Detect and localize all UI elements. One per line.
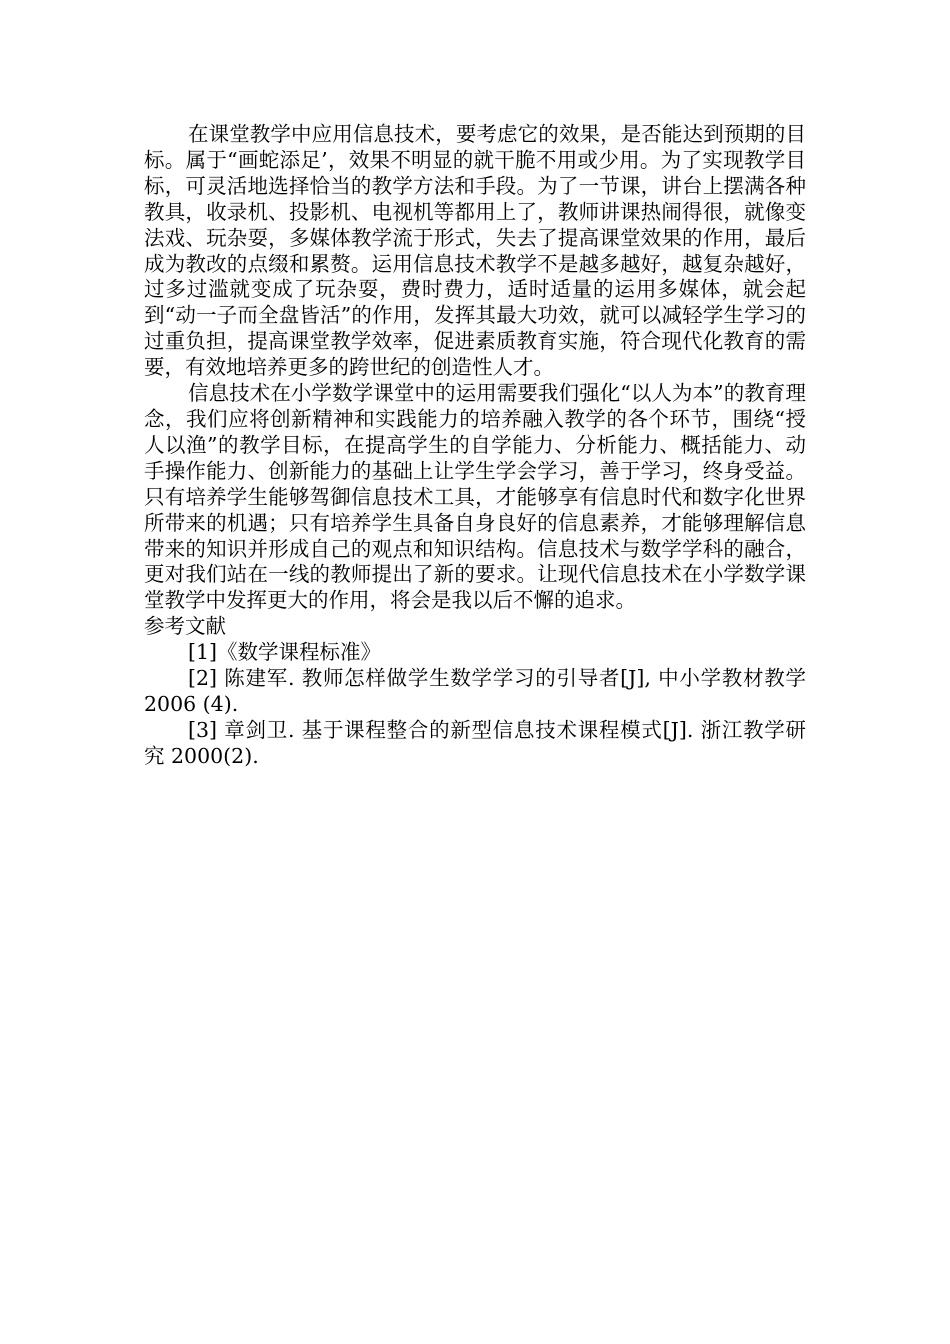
- document-page: [144, 122, 806, 770]
- body-paragraph-2: 信息技术在小学数学课堂中的运用需要我们强化“以人为本”的教育理念，我们应将创新精神和实践能力的培养融入教学的各个环节，围绕“授人以渔”的教学目标，在提高学生的自学能力、分析能力、概括能力、动手操作能力、创新能力的基础上让学生学会学习，善于学习，终身受益。只有培养学生能够驾御信息技术工具，才能够享有信息时代和数字化世界所带来的机遇；只有培养学生具备自身良好的信息素养，才能够理解信息带来的知识并形成自己的观点和知识结构。信息技术与数学学科的融合，更对我们站在一线的教师提出了新的要求。让现代信息技术在小学数学课堂教学中发挥更大的作用，将会是我以后不懈的追求。: [144, 381, 806, 613]
- reference-item-1: [1]《数学课程标准》: [188, 640, 382, 665]
- body-paragraph-1: 在课堂教学中应用信息技术，要考虑它的效果，是否能达到预期的目标。属于“画蛇添足’，效果不明显的就干脆不用或少用。为了实现教学目标，可灵活地选择恰当的教学方法和手段。为了一节课，讲台上摆满各种教具，收录机、投影机、电视机等都用上了，教师讲课热闹得很，就像变法戏、玩杂耍，多媒体教学流于形式，失去了提高课堂效果的作用，最后成为教改的点缀和累赘。运用信息技术教学不是越多越好，越复杂越好，过多过滥就变成了玩杂耍，费时费力，适时适量的运用多媒体，就会起到“动一子而全盘皆活”的作用，发挥其最大功效，就可以减轻学生学习的过重负担，提高课堂教学效率，促进素质教育实施，符合现代化教育的需要，有效地培养更多的跨世纪的创造性人才。: [144, 122, 806, 380]
- references-heading: 参考文献: [144, 614, 226, 639]
- reference-item-2: [2] 陈建军. 教师怎样做学生数学学习的引导者[J], 中小学教材教学 2006 (4).: [144, 666, 806, 716]
- reference-item-3: [3] 章剑卫. 基于课程整合的新型信息技术课程模式[J]. 浙江教学研究 2000(2).: [144, 717, 806, 768]
